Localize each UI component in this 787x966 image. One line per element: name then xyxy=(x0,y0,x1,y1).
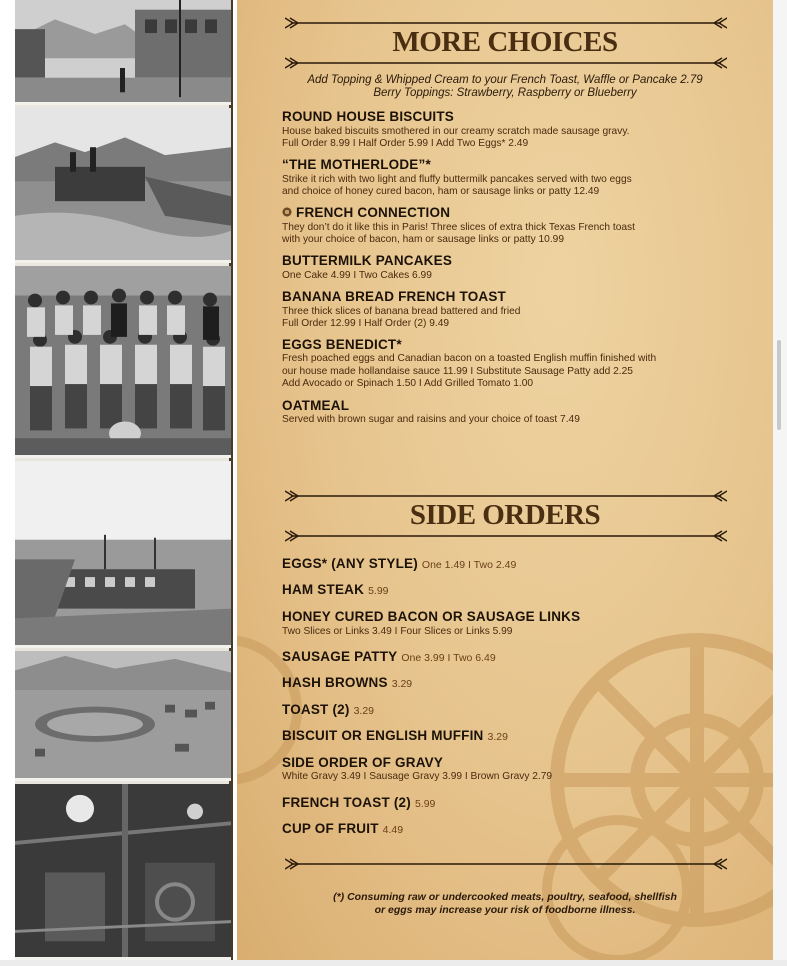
menu-item-name: OATMEAL xyxy=(282,398,350,413)
side-item xyxy=(282,649,496,664)
scrollbar-track[interactable] xyxy=(773,0,787,966)
side-item-price: 4.49 xyxy=(382,824,404,836)
side-orders-divider-arrow xyxy=(285,530,727,542)
menu-item-desc: Strike it rich with two light and fluffy buttermilk pancakes served with two eggs xyxy=(282,174,632,185)
side-item-price: 3.29 xyxy=(353,705,374,717)
side-item-price: 3.29 xyxy=(487,731,508,743)
side-item-name: TOAST (2) xyxy=(282,702,350,717)
old-town-street-photo xyxy=(15,0,231,105)
menu-item-name: BANANA BREAD FRENCH TOAST xyxy=(282,289,506,304)
side-item-name: FRENCH TOAST (2) xyxy=(282,795,411,810)
menu-item-desc: with your choice of bacon, ham or sausage links or patty 10.99 xyxy=(282,234,565,245)
mine-buildings-photo xyxy=(15,461,231,648)
side-item xyxy=(282,675,412,690)
menu-item-french-connection xyxy=(282,205,450,220)
menu-item-desc: Served with brown sugar and raisins and your choice of toast 7.49 xyxy=(282,414,580,425)
side-item-price: 3.29 xyxy=(391,678,413,690)
menu-item-price: Full Order 8.99 I Half Order 5.99 I Add Two Eggs* 2.49 xyxy=(282,138,529,149)
side-item xyxy=(282,795,435,810)
more-choices-divider-arrow xyxy=(285,57,727,69)
side-item-price: Two Slices or Links 3.49 I Four Slices or Links 5.99 xyxy=(282,626,513,637)
side-item xyxy=(282,582,389,597)
side-item-name: BISCUIT OR ENGLISH MUFFIN xyxy=(282,728,484,743)
medallion-icon xyxy=(282,207,292,217)
side-orders-title: SIDE ORDERS xyxy=(409,499,601,531)
side-item-name: HONEY CURED BACON OR SAUSAGE LINKS xyxy=(282,609,581,624)
menu-item-desc: They don’t do it like this in Paris! Three slices of extra thick Texas French toast xyxy=(282,222,635,233)
menu-item-desc: our house made hollandaise sauce 11.99 I Substitute Sausage Patty add 2.25 xyxy=(282,366,633,377)
menu-page xyxy=(237,0,773,960)
menu-item-price: One Cake 4.99 I Two Cakes 6.99 xyxy=(282,270,432,281)
menu-item-price: Full Order 12.99 I Half Order (2) 9.49 xyxy=(282,318,450,329)
side-item xyxy=(282,821,403,836)
berry-note: Berry Toppings: Strawberry, Raspberry or Blueberry xyxy=(373,87,637,99)
food-safety-note: or eggs may increase your risk of foodborne illness. xyxy=(374,904,636,916)
menu-item-name: BUTTERMILK PANCAKES xyxy=(282,253,453,268)
side-item-price: White Gravy 3.49 I Sausage Gravy 3.99 I Brown Gravy 2.79 xyxy=(282,771,553,782)
menu-item-desc: Fresh poached eggs and Canadian bacon on a toasted English muffin finished with xyxy=(282,353,657,364)
side-item-name: SIDE ORDER OF GRAVY xyxy=(282,755,444,770)
side-item xyxy=(282,556,516,571)
menu-item-name: ROUND HOUSE BISCUITS xyxy=(282,109,455,124)
side-item xyxy=(282,728,508,743)
menu-item-name: EGGS BENEDICT* xyxy=(282,337,402,352)
menu-item-name: “THE MOTHERLODE”* xyxy=(282,157,431,172)
food-safety-note: (*) Consuming raw or undercooked meats, poultry, seafood, shellfish xyxy=(333,891,677,903)
side-item-price: One 3.99 I Two 6.49 xyxy=(401,652,496,664)
side-item-name: EGGS* (ANY STYLE) xyxy=(282,556,418,571)
side-item-price: 5.99 xyxy=(368,585,389,597)
menu-item-name: FRENCH CONNECTION xyxy=(296,205,451,220)
side-item-name: SAUSAGE PATTY xyxy=(282,649,398,664)
side-item-name: HAM STEAK xyxy=(282,582,365,597)
harbor-ships-photo xyxy=(15,108,231,263)
menu-item-desc: House baked biscuits smothered in our creamy scratch made sausage gravy. xyxy=(282,126,630,137)
menu-item-desc: Three thick slices of banana bread battered and fried xyxy=(282,306,521,317)
menu-item-desc: and choice of honey cured bacon, ham or sausage links or patty 12.49 xyxy=(282,186,600,197)
side-item-name: HASH BROWNS xyxy=(282,675,388,690)
more-choices-title: MORE CHOICES xyxy=(392,26,618,58)
side-item-price: One 1.49 I Two 2.49 xyxy=(421,559,517,571)
sports-team-photo xyxy=(15,266,231,458)
historic-photo-strip xyxy=(15,0,233,960)
mine-machinery-photo xyxy=(15,784,231,960)
bottom-divider-arrow xyxy=(285,858,727,870)
topping-note: Add Topping & Whipped Cream to your French Toast, Waffle or Pancake 2.79 xyxy=(307,74,703,86)
menu-item-desc: Add Avocado or Spinach 1.50 I Add Grilled Tomato 1.00 xyxy=(282,378,534,389)
side-item-price: 5.99 xyxy=(414,798,436,810)
side-item xyxy=(282,702,374,717)
side-item-name: CUP OF FRUIT xyxy=(282,821,379,836)
stadium-valley-photo xyxy=(15,651,231,781)
bottom-edge xyxy=(0,960,787,966)
scrollbar-thumb[interactable] xyxy=(777,340,781,430)
